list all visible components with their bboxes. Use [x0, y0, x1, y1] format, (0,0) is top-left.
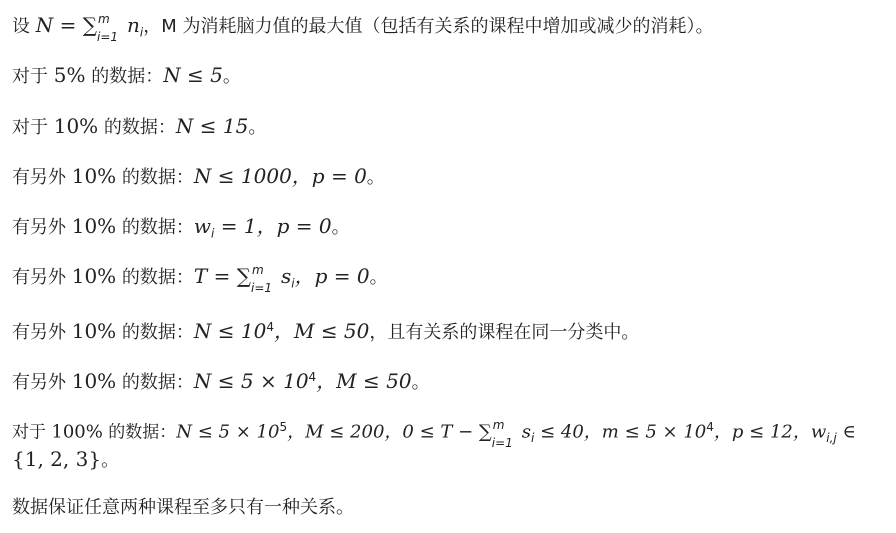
percent: 10%: [71, 369, 117, 393]
math: N ≤ 1000，p = 0: [193, 164, 367, 188]
math: N ≤ 5: [163, 63, 223, 87]
percent: 10%: [53, 114, 99, 138]
guarantee-line: 数据保证任意两种课程至多只有一种关系。: [12, 497, 354, 518]
set-values: {1, 2, 3}: [12, 447, 102, 471]
constraint-5pct: 对于 5% 的数据：N ≤ 5。: [12, 63, 241, 87]
percent: 100%: [51, 421, 103, 443]
constraint-100pct-continued: {1, 2, 3}。: [12, 447, 120, 471]
constraint-10pct-c: 有另外 10% 的数据：$w_i = 1$，p = 0。: [12, 214, 350, 241]
sum-limits: m i=1: [251, 263, 273, 295]
percent: 5%: [53, 63, 86, 87]
math: N ≤ 15: [175, 114, 249, 138]
constraint-10pct-b: 有另外 10% 的数据：N ≤ 1000，p = 0。: [12, 164, 385, 188]
sum-limits: m i=1: [491, 417, 513, 450]
sum-limits: m i=1: [96, 12, 119, 44]
percent: 10%: [71, 214, 117, 238]
constraint-10pct-a: 对于 10% 的数据：N ≤ 15。: [12, 114, 267, 138]
text: 设: [12, 16, 36, 37]
constraint-10pct-f: 有另外 10% 的数据：$N \le 5 \times 10^4$，M ≤ 50。: [12, 369, 430, 393]
constraint-10pct-d: 有另外 10% 的数据：T = ∑ m i=1 $s_i$，p = 0。: [12, 263, 388, 295]
constraint-100pct: 对于 100% 的数据：$N \le 5 \times 10^5$，M ≤ 200，0 ≤ T − ∑ m i=1 $s_i \le 40$，$m \le 5 \times 10^4$，p ≤ 12，$w_{i,j}$ ∈: [12, 417, 856, 450]
math-sum: N = ∑: [35, 13, 97, 37]
text: ，M 为消耗脑力值的最大值（包括有关系的课程中增加或减少的消耗）。: [143, 16, 714, 37]
math: w: [193, 214, 212, 238]
definition-line: 设 N = ∑ m i=1 $n_i$，M 为消耗脑力值的最大值（包括有关系的课程中增加或减少的消耗）。: [12, 12, 714, 44]
percent: 10%: [71, 264, 117, 288]
constraint-10pct-e: 有另外 10% 的数据：$N \le 10^4$，M ≤ 50，且有关系的课程在同一分类中。: [12, 319, 640, 343]
percent: 10%: [71, 164, 117, 188]
percent: 10%: [71, 319, 117, 343]
